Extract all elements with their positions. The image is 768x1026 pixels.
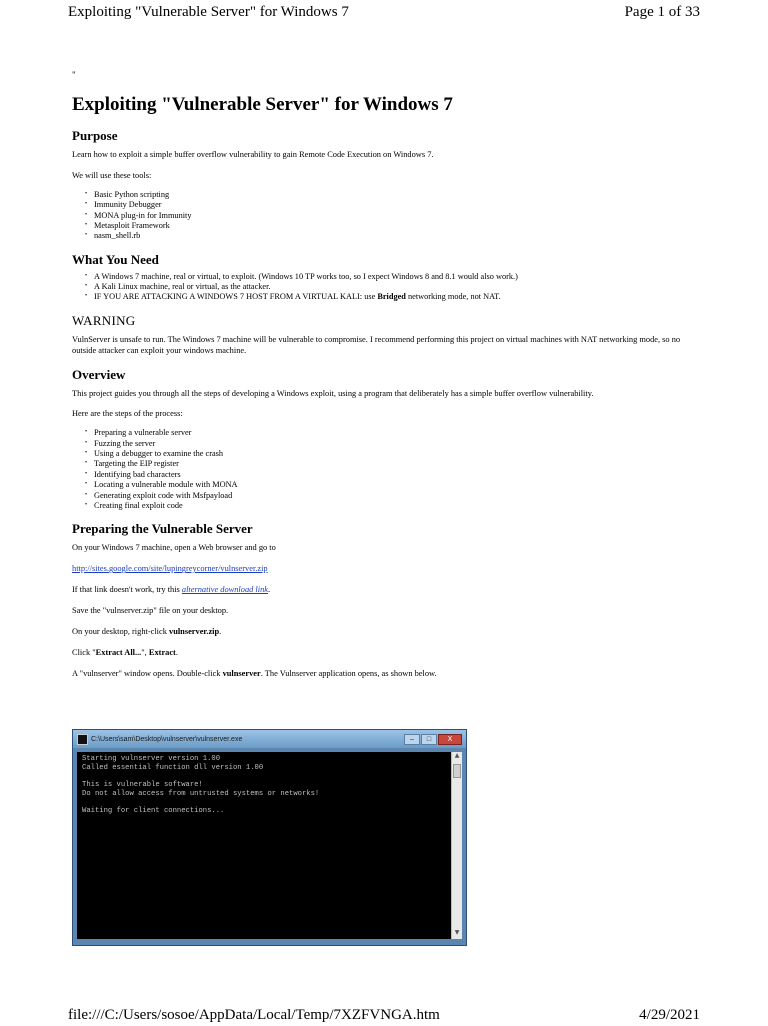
- list-item: • Generating exploit code with Msfpayload: [88, 491, 692, 501]
- minimize-icon: –: [404, 734, 420, 745]
- list-item: • Locating a vulnerable module with MONA: [88, 480, 692, 490]
- requirements-list: [88, 272, 692, 303]
- requirement-text: IF YOU ARE ATTACKING A WINDOWS 7 HOST FROM A VIRTUAL KALI: use: [94, 292, 378, 302]
- footer-date: 4/29/2021: [639, 1006, 700, 1023]
- print-footer: [68, 1004, 700, 1026]
- zip-file-name: vulnserver.zip: [169, 626, 220, 636]
- console-window-title: C:\Users\sam\Desktop\vulnserver\vulnserver.exe: [91, 735, 243, 743]
- overview-text: This project guides you through all the steps of developing a Windows exploit, using a program that deliberately has a simple buffer overflow vulnerability.: [72, 388, 594, 398]
- header-title: Exploiting "Vulnerable Server" for Windows 7: [68, 3, 349, 20]
- right-click-pre: On your desktop, right-click: [72, 626, 169, 636]
- open-instruction: [72, 669, 692, 680]
- document-title: Exploiting "Vulnerable Server" for Windows 7: [72, 94, 453, 115]
- open-pre: A "vulnserver" window opens. Double-click: [72, 668, 223, 678]
- save-instruction: Save the "vulnserver.zip" file on your desktop.: [72, 606, 229, 616]
- extract-all-term: Extract All...: [95, 647, 142, 657]
- footer-file-path: file:///C:/Users/sosoe/AppData/Local/Temp/7XZFVNGA.htm: [68, 1006, 440, 1023]
- list-item: • nasm_shell.rb: [88, 231, 692, 241]
- scroll-down-icon: ▼: [454, 929, 460, 936]
- preparing-heading: Preparing the Vulnerable Server: [72, 521, 253, 537]
- console-output: [77, 752, 452, 939]
- preparing-text: On your Windows 7 machine, open a Web browser and go to: [72, 543, 276, 553]
- list-item: • Preparing a vulnerable server: [88, 428, 692, 438]
- list-item: [88, 292, 692, 302]
- warning-text: VulnServer is unsafe to run. The Windows 7 machine will be vulnerable to compromise. I recommend performing this project on virtual machines with NAT networking mode, so no outside attacker can exploit your windows machine.: [72, 334, 681, 355]
- list-item: • Targeting the EIP register: [88, 459, 692, 469]
- console-app-icon: [77, 734, 88, 745]
- list-item: • Metasploit Framework: [88, 221, 692, 231]
- stray-mark: ": [72, 70, 76, 80]
- download-link[interactable]: http://sites.google.com/site/lupingreycorner/vulnserver.zip: [72, 564, 268, 574]
- console-line: [82, 798, 447, 807]
- vulnserver-console-screenshot: [72, 729, 467, 946]
- warning-heading: WARNING: [72, 312, 136, 328]
- console-line: This is vulnerable software!: [82, 780, 203, 789]
- header-page-number: Page 1 of 33: [624, 3, 700, 20]
- document-body: [72, 70, 692, 690]
- list-item: • MONA plug-in for Immunity: [88, 211, 692, 221]
- alternative-download-link[interactable]: alternative download link: [181, 585, 268, 595]
- extract-post: .: [175, 647, 178, 657]
- print-header: [68, 0, 700, 24]
- scroll-thumb: [453, 764, 461, 778]
- list-item: • Identifying bad characters: [88, 470, 692, 480]
- list-item: • A Windows 7 machine, real or virtual, to exploit. (Windows 10 TP works too, so I expect Windows 8 and 8.1 would also work.): [88, 272, 692, 282]
- list-item: • A Kali Linux machine, real or virtual, as the attacker.: [88, 282, 692, 292]
- right-click-instruction: [72, 627, 692, 638]
- extract-pre: Click ": [72, 647, 96, 657]
- extract-term: Extract: [148, 647, 176, 657]
- alternative-link-post: .: [267, 585, 271, 595]
- list-item: • Using a debugger to examine the crash: [88, 449, 692, 459]
- what-you-need-heading: What You Need: [72, 251, 159, 267]
- list-item: • Creating final exploit code: [88, 501, 692, 511]
- list-item: • Fuzzing the server: [88, 439, 692, 449]
- right-click-post: .: [219, 626, 222, 636]
- tools-list: [88, 190, 692, 242]
- alternative-link-pre: If that link doesn't work, try this: [72, 585, 182, 595]
- scroll-up-icon: ▲: [454, 752, 460, 759]
- purpose-heading: Purpose: [72, 128, 118, 143]
- overview-heading: Overview: [72, 366, 126, 382]
- tools-intro: We will use these tools:: [72, 170, 152, 180]
- console-line: [82, 772, 447, 781]
- requirement-text-end: networking mode, not NAT.: [405, 292, 501, 302]
- console-line: Called essential function dll version 1.00: [82, 763, 264, 772]
- extract-instruction: [72, 648, 692, 659]
- steps-list: [88, 428, 692, 511]
- console-line: Waiting for client connections...: [82, 806, 225, 815]
- console-line: Do not allow access from untrusted systems or networks!: [82, 789, 320, 798]
- vulnserver-term: vulnserver: [222, 668, 261, 678]
- open-post: . The Vulnserver application opens, as shown below.: [260, 668, 437, 678]
- list-item: • Immunity Debugger: [88, 200, 692, 210]
- console-scrollbar: [451, 752, 462, 939]
- alternative-link-paragraph: [72, 585, 692, 596]
- close-icon: X: [438, 734, 462, 745]
- console-titlebar: [73, 730, 466, 748]
- list-item: • Basic Python scripting: [88, 190, 692, 200]
- console-line: Starting vulnserver version 1.00: [82, 755, 221, 763]
- extract-mid: ",: [141, 647, 149, 657]
- window-controls: [404, 734, 462, 745]
- download-link-paragraph: [72, 564, 692, 575]
- purpose-text: Learn how to exploit a simple buffer overflow vulnerability to gain Remote Code Execution on Windows 7.: [72, 150, 434, 159]
- bridged-term: Bridged: [377, 292, 406, 302]
- maximize-icon: □: [421, 734, 437, 745]
- steps-intro: Here are the steps of the process:: [72, 409, 183, 419]
